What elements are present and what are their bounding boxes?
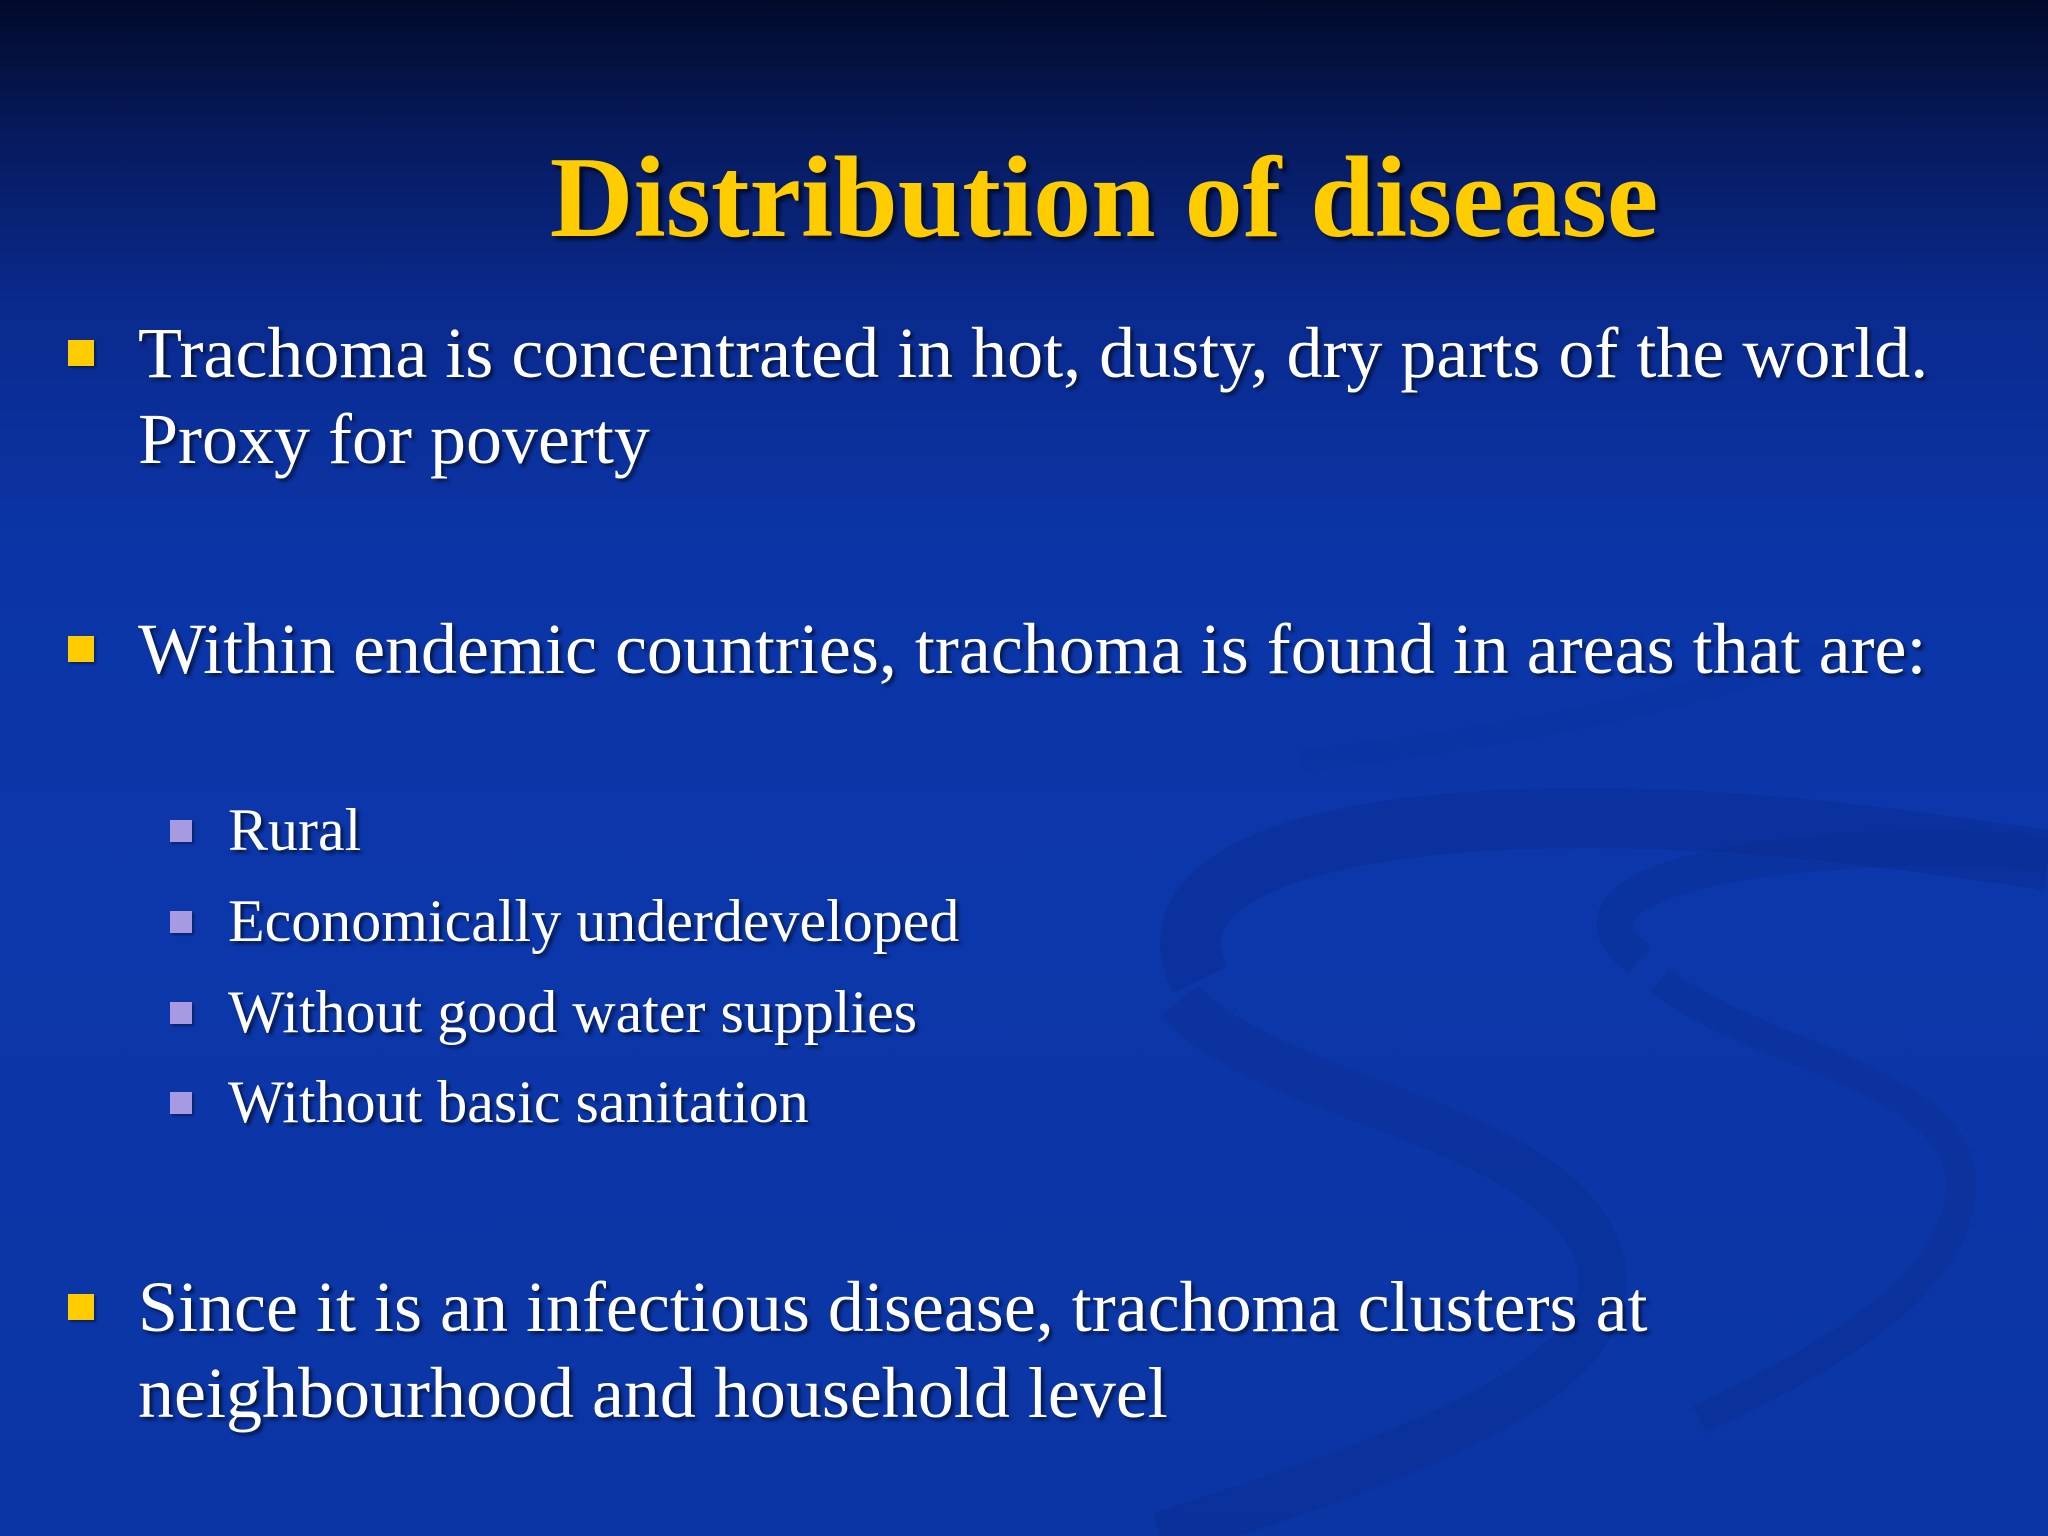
bullet-square-icon — [68, 340, 94, 366]
bullet-item: Since it is an infectious disease, trachoma clusters at neighbourhood and household level — [138, 1267, 1648, 1433]
sub-bullet-square-icon — [170, 820, 192, 842]
bullet-item: Trachoma is concentrated in hot, dusty, dry parts of the world. Proxy for poverty — [138, 313, 1929, 479]
slide-title: Distribution of disease — [549, 134, 1659, 262]
sub-bullet-item: Rural — [228, 797, 362, 863]
sub-bullet-square-icon — [170, 1092, 192, 1114]
bullet-square-icon — [68, 636, 94, 662]
sub-bullet-item: Without basic sanitation — [228, 1069, 809, 1135]
bullet-square-icon — [68, 1294, 94, 1320]
sub-bullet-square-icon — [170, 911, 192, 933]
sub-bullet-item: Economically underdeveloped — [228, 888, 960, 954]
sub-bullet-square-icon — [170, 1002, 192, 1024]
sub-bullet-item: Without good water supplies — [228, 979, 918, 1045]
bullet-item: Within endemic countries, trachoma is found in areas that are: — [138, 609, 1927, 689]
